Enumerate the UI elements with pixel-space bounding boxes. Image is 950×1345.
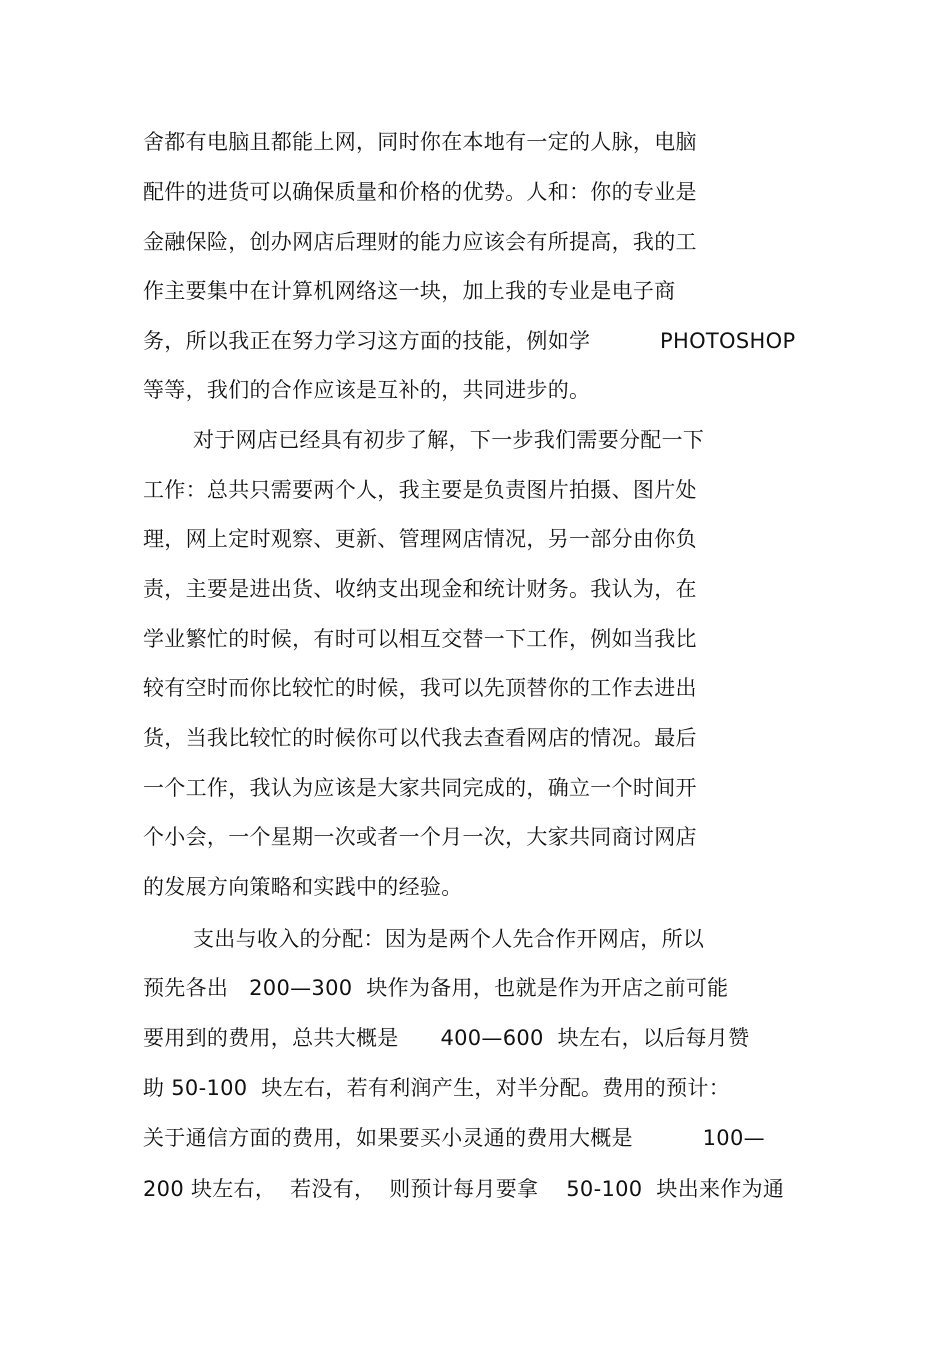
text-line: 责，主要是进出货、收纳支出现金和统计财务。我认为，在 bbox=[143, 577, 697, 601]
text-line: 理，网上定时观察、更新、管理网店情况，另一部分由你负 bbox=[143, 527, 697, 551]
text-line: 200 块左右， 若没有， 则预计每月要拿 50-100 块出来作为通 bbox=[143, 1177, 785, 1201]
text-line: 学业繁忙的时候，有时可以相互交替一下工作，例如当我比 bbox=[143, 627, 697, 651]
text-line: 一个工作，我认为应该是大家共同完成的，确立一个时间开 bbox=[143, 776, 697, 800]
text-line: 预先各出 200—300 块作为备用，也就是作为开店之前可能 bbox=[143, 976, 729, 1000]
text-line: 关于通信方面的费用，如果要买小灵通的费用大概是 100— bbox=[143, 1126, 765, 1150]
paragraph-first-line: 对于网店已经具有初步了解，下一步我们需要分配一下 bbox=[193, 428, 705, 452]
text-line: 务，所以我正在努力学习这方面的技能，例如学 PHOTOSHOP bbox=[143, 329, 796, 353]
text-line: 工作：总共只需要两个人，我主要是负责图片拍摄、图片处 bbox=[143, 478, 697, 502]
text-line: 舍都有电脑且都能上网，同时你在本地有一定的人脉，电脑 bbox=[143, 130, 697, 154]
text-line: 等等，我们的合作应该是互补的，共同进步的。 bbox=[143, 378, 591, 402]
text-line: 配件的进货可以确保质量和价格的优势。人和：你的专业是 bbox=[143, 180, 697, 204]
text-line: 较有空时而你比较忙的时候，我可以先顶替你的工作去进出 bbox=[143, 676, 697, 700]
text-line: 的发展方向策略和实践中的经验。 bbox=[143, 875, 463, 899]
paragraph-first-line: 支出与收入的分配：因为是两个人先合作开网店，所以 bbox=[193, 927, 705, 951]
text-line: 金融保险，创办网店后理财的能力应该会有所提高，我的工 bbox=[143, 230, 697, 254]
text-line: 个小会，一个星期一次或者一个月一次，大家共同商讨网店 bbox=[143, 825, 697, 849]
text-line: 助 50-100 块左右，若有利润产生，对半分配。费用的预计： bbox=[143, 1076, 731, 1100]
text-line: 货，当我比较忙的时候你可以代我去查看网店的情况。最后 bbox=[143, 726, 697, 750]
text-line: 要用到的费用，总共大概是 400—600 块左右，以后每月赞 bbox=[143, 1026, 750, 1050]
text-line: 作主要集中在计算机网络这一块，加上我的专业是电子商 bbox=[143, 279, 676, 303]
